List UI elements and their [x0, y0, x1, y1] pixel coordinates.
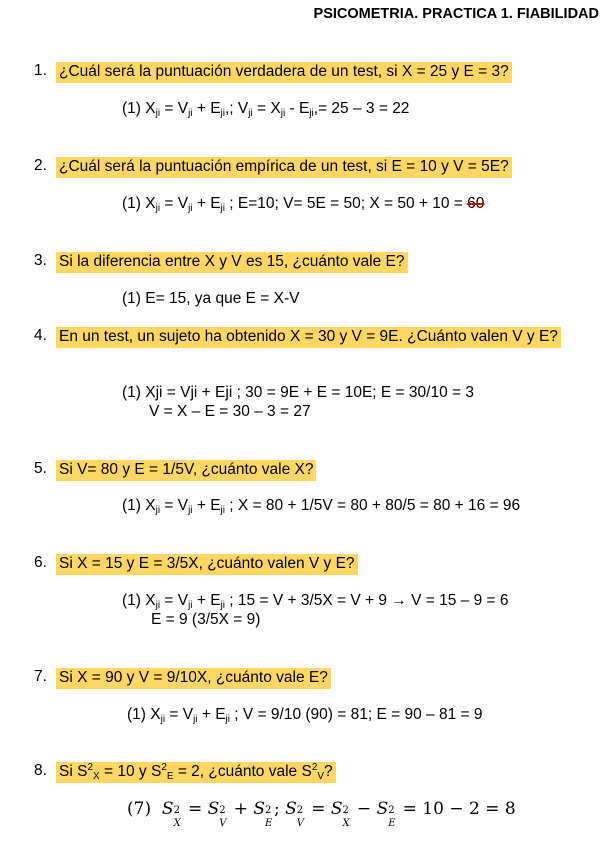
answer-4-line-2: V = X – E = 30 – 3 = 27 — [149, 403, 311, 420]
answer-7: (1) $X_{ji} = V_{ji} + E_{ji}$ ; V = 9/10 (90) = 81; E = 90 – 81 = 9 — [127, 706, 483, 725]
question-number: 5. — [34, 460, 47, 477]
question-number: 1. — [34, 62, 47, 79]
answer-1: (1) $X_{ji} = V_{ji} + E_{ji}$,; $V_{ji} = X_{ji} - E_{ji},= 25 - 3 = 22$ — [122, 100, 410, 119]
answer-4-line-1: (1) Xji = Vji + Eji ; 30 = 9E + E = 10E; E = 30/10 = 3 — [122, 384, 474, 401]
answer-5: (1) $X_{ji} = V_{ji} + E_{ji}$ ; X = 80 + 1/5V = 80 + 80/5 = 80 + 16 = 96 — [122, 497, 521, 516]
question-number: 7. — [34, 668, 47, 685]
question-number: 6. — [34, 554, 47, 571]
question-text: Si la diferencia entre X y V es 15, ¿cuánto vale E? — [56, 252, 408, 273]
question-number: 3. — [34, 252, 47, 269]
question-text: ¿Cuál será la puntuación verdadera de un test, si X = 25 y E = 3? — [56, 62, 512, 83]
page-title: PSICOMETRIA. PRACTICA 1. FIABILIDAD — [313, 6, 599, 22]
question-text: ¿Cuál será la puntuación empírica de un test, si E = 10 y V = 5E? — [56, 157, 512, 178]
question-text: Si V= 80 y E = 1/5V, ¿cuánto vale X? — [56, 460, 316, 481]
answer-6-line-1: (1) $X_{ji} = V_{ji} + E_{ji}$ ; 15 = V + 3/5X = V + 9 → V = 15 – 9 = 6 — [122, 592, 509, 611]
question-number: 2. — [34, 157, 47, 174]
answer-3: (1) E= 15, ya que E = X-V — [122, 290, 300, 307]
struck-value: 60 — [467, 195, 485, 212]
question-text: En un test, un sujeto ha obtenido X = 30 y V = 9E. ¿Cuánto valen V y E? — [56, 327, 561, 348]
answer-2: (1) $X_{ji} = V_{ji} + E_{ji}$ ; E=10; V= 5E = 50; X = 50 + 10 = 60 — [122, 195, 485, 214]
answer-6-line-2: E = 9 (3/5X = 9) — [151, 611, 261, 628]
question-number: 4. — [34, 327, 47, 344]
question-text: Si X = 90 y V = 9/10X, ¿cuánto vale E? — [56, 668, 331, 689]
question-text: Si $S^2_X = 10$ y $S^2_E = 2$, ¿cuánto vale $S^2_V$? — [56, 762, 336, 783]
question-number: 8. — [34, 762, 47, 779]
question-text: Si X = 15 y E = 3/5X, ¿cuánto valen V y E? — [56, 554, 358, 575]
answer-8-equation: (7) S 2 X = S 2 V + S 2 E ; S 2 V = S 2 X − S 2 E = 10 − 2 = 8 — [127, 799, 516, 829]
